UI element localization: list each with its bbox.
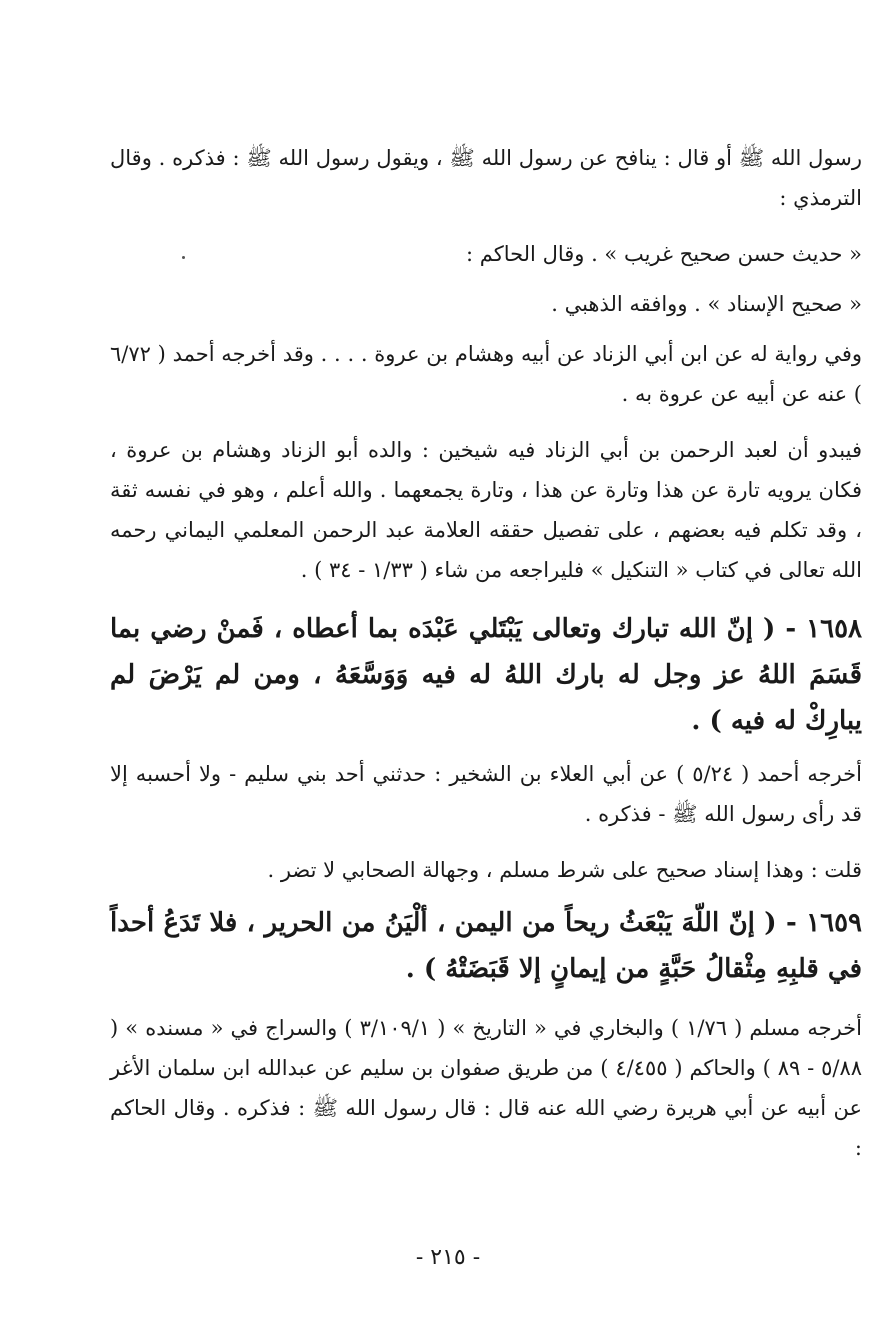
- hadith-1659: ١٦٥٩ - ( إنّ اللّهَ يَبْعَثُ ريحاً من اليمن ، ألْيَنُ من الحرير ، فلا تَدَعُ أحداً في قلبِهِ مِثْقالُ حَبَّةٍ من إيمانٍ إلا قَبَضَتْهُ ) .: [110, 908, 862, 984]
- page-body: [110, 138, 862, 1168]
- page-number: - ٢١٥ -: [415, 1245, 481, 1270]
- paragraph-grading: قلت : وهذا إسناد صحيح على شرط مسلم ، وجهالة الصحابي لا تضر .: [267, 858, 862, 882]
- paragraph-intro: رسول الله ﷺ أو قال : ينافح عن رسول الله ﷺ ، ويقول رسول الله ﷺ : فذكره . وقال الترمذي :: [110, 146, 862, 210]
- quote-tirmidhi: « حديث حسن صحيح غريب » . وقال الحاكم :: [465, 242, 862, 266]
- paragraph-narration: وفي رواية له عن ابن أبي الزناد عن أبيه وهشام بن عروة . . . . وقد أخرجه أحمد ( ٦/٧٢ ) عنه عن أبيه عن عروة به .: [110, 342, 862, 406]
- paragraph-takhrij-1658: أخرجه أحمد ( ٥/٢٤ ) عن أبي العلاء بن الشخير : حدثني أحد بني سليم - ولا أحسبه إلا قد رأى رسول الله ﷺ - فذكره .: [110, 762, 863, 826]
- hadith-1658: ١٦٥٨ - ( إنّ الله تبارك وتعالى يَبْتَلي عَبْدَه بما أعطاه ، فَمنْ رضي بما قَسَمَ اللهُ عز وجل له بارك اللهُ له فيه وَوَسَّعَهُ ، ومن لم يَرْضَ لم يبارِكْ له فيه ) .: [110, 614, 862, 736]
- quote-hakim: « صحيح الإسناد » . ووافقه الذهبي .: [551, 292, 862, 316]
- paragraph-commentary: فيبدو أن لعبد الرحمن بن أبي الزناد فيه شيخين : والده أبو الزناد وهشام بن عروة ، فكان يرويه تارة عن هذا وتارة عن هذا ، وتارة يجمعهما . والله أعلم ، وهو في نفسه ثقة ، وقد تكلم فيه بعضهم ، على تفصيل حققه العلامة عبد الرحمن المعلمي اليماني رحمه الله تعالى في كتاب « التنكيل » فليراجعه من شاء ( ١/٣٣ - ٣٤ ) .: [110, 438, 862, 582]
- paragraph-takhrij-1659: أخرجه مسلم ( ١/٧٦ ) والبخاري في « التاريخ » ( ٣/١٠٩/١ ) والسراج في « مسنده » ( ٥/٨٨ - ٨٩ ) والحاكم ( ٤/٤٥٥ ) من طريق صفوان بن سليم عن عبدالله ابن سلمان الأغر عن أبيه عن أبي هريرة رضي الله عنه قال : قال رسول الله ﷺ : فذكره . وقال الحاكم :: [110, 1016, 863, 1160]
